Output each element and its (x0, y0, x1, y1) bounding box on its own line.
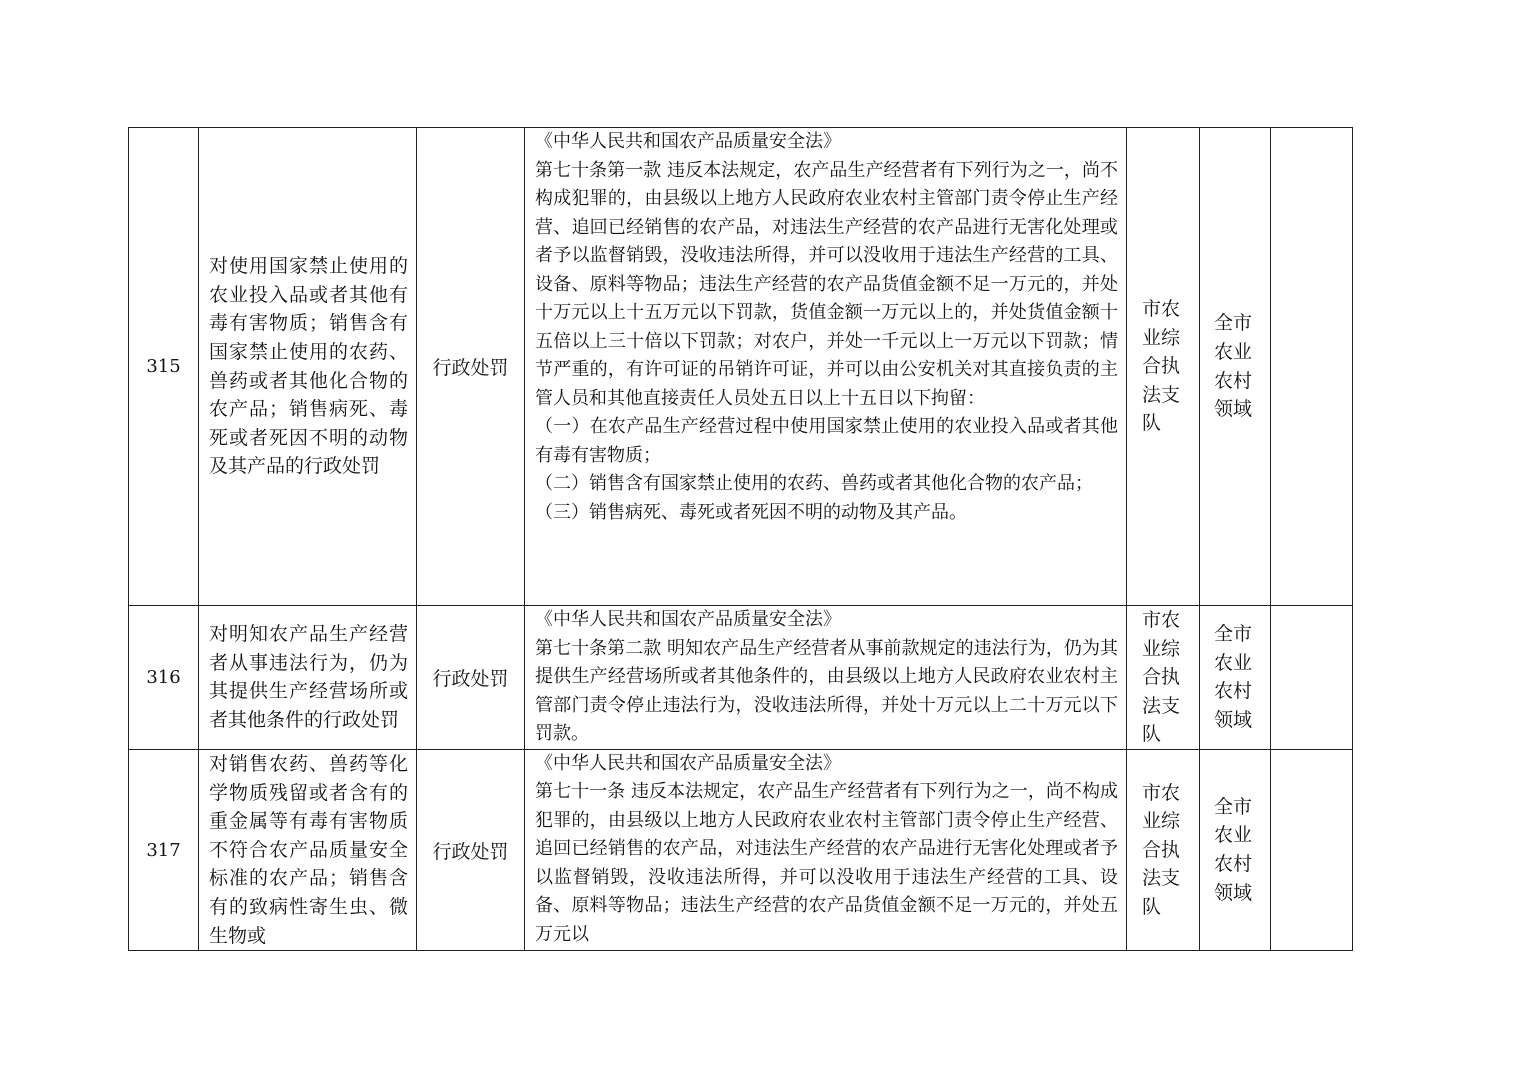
scope-text: 全市农业农村领域 (1214, 795, 1253, 904)
basis-line: 第七十条第二款 明知农产品生产经营者从事前款规定的违法行为，仍为其提供生产经营场所或者其他条件的，由县级以上地方人民政府农业农村主管部门责令停止违法行为，没收违法所得，并处十万元以上二十万元以下罚款。 (535, 637, 1118, 744)
scope-text: 全市农业农村领域 (1214, 623, 1253, 732)
basis-line: 第七十一条 违反本法规定，农产品生产经营者有下列行为之一，尚不构成犯罪的，由县级以上地方人民政府农业农村主管部门责令停止生产经营、追回已经销售的农产品，对违法生产经营的农产品进行无害化处理或者予以监督销毁，没收违法所得，并可以没收用于违法生产经营的工具、设备、原料等物品；违法生产经营的农产品货值金额不足一万元的，并处五万元以 (535, 781, 1118, 945)
basis-line: 《中华人民共和国农产品质量安全法》 (535, 609, 841, 630)
responsible-department (1127, 606, 1200, 750)
basis-line: 《中华人民共和国农产品质量安全法》 (535, 752, 841, 774)
power-type: 行政处罚 (417, 128, 525, 606)
scope-text: 全市农业农村领域 (1214, 312, 1253, 421)
scope (1200, 128, 1271, 606)
legal-basis (525, 128, 1127, 606)
responsible-department (1127, 128, 1200, 606)
note (1271, 749, 1353, 950)
department-text: 市农业综合执法支队 (1142, 298, 1181, 435)
scope (1200, 606, 1271, 750)
basis-line: 《中华人民共和国农产品质量安全法》 (535, 131, 841, 152)
power-type: 行政处罚 (417, 606, 525, 750)
basis-line: 第七十条第一款 违反本法规定，农产品生产经营者有下列行为之一，尚不构成犯罪的，由县级以上地方人民政府农业农村主管部门责令停止生产经营、追回已经销售的农产品，对违法生产经营的农产品进行无害化处理或者予以监督销毁，没收违法所得，并可以没收用于违法生产经营的工具、设备、原料等物品；违法生产经营的农产品货值金额不足一万元的，并处十万元以上十五万元以下罚款，货值金额一万元以上的，并处货值金额十五倍以上三十倍以下罚款；对农户，并处一千元以上一万元以下罚款；情节严重的，有许可证的吊销许可证，并可以由公安机关对其直接负责的主管人员和其他直接责任人员处五日以上十五日以下拘留： (535, 159, 1118, 409)
table-row (129, 128, 1353, 606)
row-number: 316 (129, 606, 199, 750)
row-number: 317 (129, 749, 199, 950)
basis-line: （一）在农产品生产经营过程中使用国家禁止使用的农业投入品或者其他有毒有害物质； (535, 416, 1118, 466)
basis-line: （三）销售病死、毒死或者死因不明的动物及其产品。 (535, 501, 967, 523)
item-name: 对使用国家禁止使用的农业投入品或者其他有毒有害物质；销售含有国家禁止使用的农药、兽药或者其他化合物的农产品；销售病死、毒死或者死因不明的动物及其产品的行政处罚 (199, 128, 417, 606)
note (1271, 128, 1353, 606)
department-text: 市农业综合执法支队 (1142, 609, 1181, 746)
item-name: 对销售农药、兽药等化学物质残留或者含有的重金属等有毒有害物质不符合农产品质量安全标准的农产品；销售含有的致病性寄生虫、微生物或 (199, 749, 417, 950)
row-number: 315 (129, 128, 199, 606)
table-row (129, 606, 1353, 750)
table-row (129, 749, 1353, 950)
department-text: 市农业综合执法支队 (1142, 781, 1181, 918)
responsible-department (1127, 749, 1200, 950)
power-type: 行政处罚 (417, 749, 525, 950)
legal-basis (525, 606, 1127, 750)
power-list-table (128, 127, 1353, 951)
item-name: 对明知农产品生产经营者从事违法行为，仍为其提供生产经营场所或者其他条件的行政处罚 (199, 606, 417, 750)
legal-basis (525, 749, 1127, 950)
scope (1200, 749, 1271, 950)
note (1271, 606, 1353, 750)
basis-line: （二）销售含有国家禁止使用的农药、兽药或者其他化合物的农产品； (535, 473, 1093, 494)
